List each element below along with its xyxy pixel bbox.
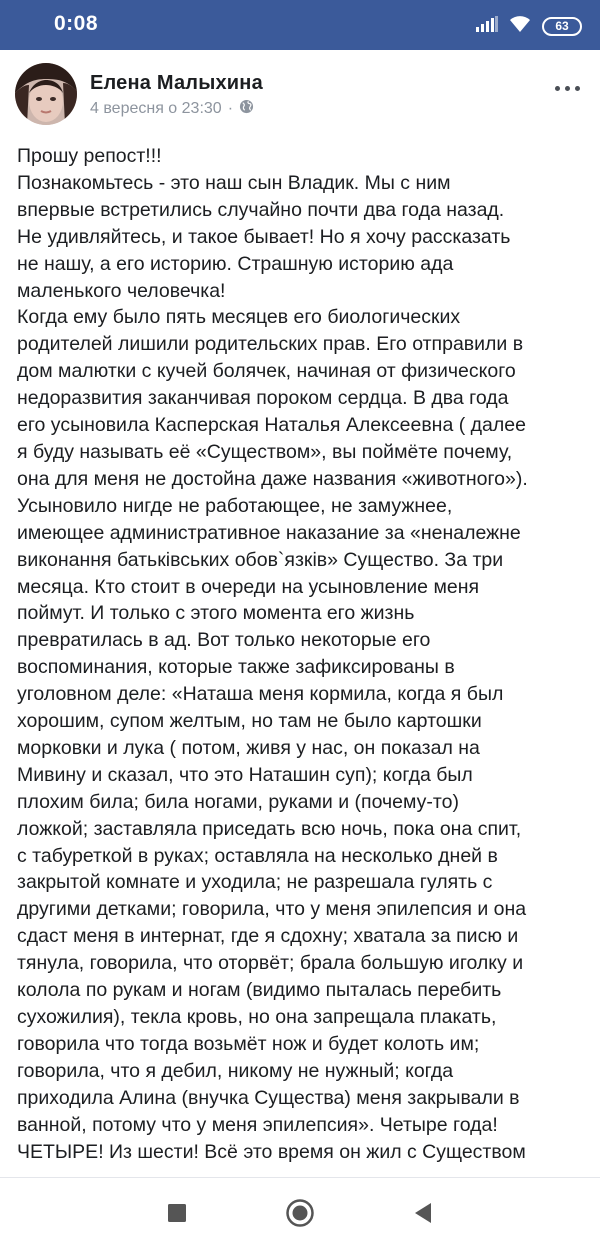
status-time: 0:08 bbox=[54, 12, 99, 35]
battery-level: 63 bbox=[555, 19, 569, 33]
post-header bbox=[0, 50, 600, 140]
post-line: морковки и лука ( потом, живя у нас, он показал на bbox=[17, 736, 480, 759]
post-text bbox=[17, 143, 592, 1165]
post-line: колола по рукам и ногам (видимо пыталась перебить bbox=[17, 979, 502, 1002]
author-name[interactable]: Елена Малыхина bbox=[90, 72, 263, 94]
post-line: не нашу, а его историю. Страшную историю ада bbox=[17, 252, 454, 275]
post-line: говорила что тогда возьмёт нож и будет колоть им; bbox=[17, 1032, 480, 1055]
post-line: родителей лишили родительских прав. Его отправили в bbox=[17, 333, 524, 356]
more-options-icon[interactable] bbox=[555, 86, 580, 91]
post-line: уголовном деле: «Наташа меня кормила, когда я был bbox=[17, 683, 504, 706]
post-line: Усыновило нигде не работающее, не замужнее, bbox=[17, 494, 453, 517]
battery-icon bbox=[542, 17, 582, 36]
post-line: я буду называть её «Существом», вы поймёте почему, bbox=[17, 440, 513, 463]
post-line: Мивину и сказал, что это Наташин суп); когда был bbox=[17, 763, 473, 786]
post-line: превратилась в ад. Вот только некоторые его bbox=[17, 629, 431, 652]
post-line: ложкой; заставляла приседать всю ночь, пока она спит, bbox=[17, 817, 522, 840]
post-line: его усыновила Касперская Наталья Алексеевна ( далее bbox=[17, 414, 526, 437]
post-line: поймут. И только с этого момента его жизнь bbox=[17, 602, 415, 625]
recent-apps-icon[interactable] bbox=[160, 1196, 194, 1230]
wifi-icon bbox=[508, 15, 532, 38]
post-line: с табуреткой в руках; оставляла на несколько дней в bbox=[17, 844, 498, 867]
post-line: виконання батьківських обов`язків» Существо. За три bbox=[17, 548, 504, 571]
post-line: месяца. Кто стоит в очереди на усыновление меня bbox=[17, 575, 480, 598]
post-line: хорошим, супом желтым, но там не было картошки bbox=[17, 710, 482, 733]
post-line: говорила, что я дебил, никому не нужный; когда bbox=[17, 1059, 454, 1082]
post-line: маленького человечка! bbox=[17, 279, 226, 302]
post-line: Не удивляйтесь, и такое бывает! Но я хочу рассказать bbox=[17, 225, 511, 248]
navigation-bar bbox=[0, 1178, 600, 1248]
post-line: впервые встретились случайно почти два года назад. bbox=[17, 198, 505, 221]
post-line: ЧЕТЫРЕ! Из шести! Всё это время он жил с Существом bbox=[17, 1140, 526, 1163]
post-line: закрытой комнате и уходила; не разрешала гулять с bbox=[17, 871, 493, 894]
post-line: недоразвития заканчивая пороком сердца. В два года bbox=[17, 387, 509, 410]
post-line: другими детками; говорила, что у меня эпилепсия и она bbox=[17, 898, 527, 921]
post-line: Когда ему было пять месяцев его биологических bbox=[17, 306, 461, 329]
meta-separator: · bbox=[227, 100, 234, 117]
avatar[interactable] bbox=[15, 63, 77, 125]
globe-icon bbox=[239, 99, 254, 119]
post-timestamp[interactable]: 4 вересня о 23:30 bbox=[90, 100, 222, 117]
post-meta bbox=[90, 99, 254, 119]
post-line: сдаст меня в интернат, где я сдохну; хватала за писю и bbox=[17, 925, 519, 948]
post-line: плохим била; била ногами, руками и (почему-то) bbox=[17, 790, 459, 813]
post-line: имеющее административное наказание за «неналежне bbox=[17, 521, 521, 544]
post-line: тянула, говорила, что оторвёт; брала большую иголку и bbox=[17, 952, 524, 975]
post-line: приходила Алина (внучка Существа) меня закрывали в bbox=[17, 1086, 520, 1109]
post-line: Познакомьтесь - это наш сын Владик. Мы с ним bbox=[17, 171, 451, 194]
post-line: сухожилия), текла кровь, но она запрещала плакать, bbox=[17, 1006, 497, 1028]
status-icons bbox=[476, 15, 582, 38]
post-line: она для меня не достойна даже названия «животного»). bbox=[17, 467, 528, 490]
status-bar bbox=[0, 0, 600, 50]
post-line: Прошу репост!!! bbox=[17, 145, 162, 167]
post-line: воспоминания, которые также зафиксированы в bbox=[17, 656, 455, 679]
post-line: ванной, потому что у меня эпилепсия». Четыре года! bbox=[17, 1113, 498, 1136]
post-line: дом малютки с кучей болячек, начиная от физического bbox=[17, 360, 516, 383]
back-icon[interactable] bbox=[406, 1196, 440, 1230]
signal-icon bbox=[476, 16, 498, 37]
home-icon[interactable] bbox=[283, 1196, 317, 1230]
